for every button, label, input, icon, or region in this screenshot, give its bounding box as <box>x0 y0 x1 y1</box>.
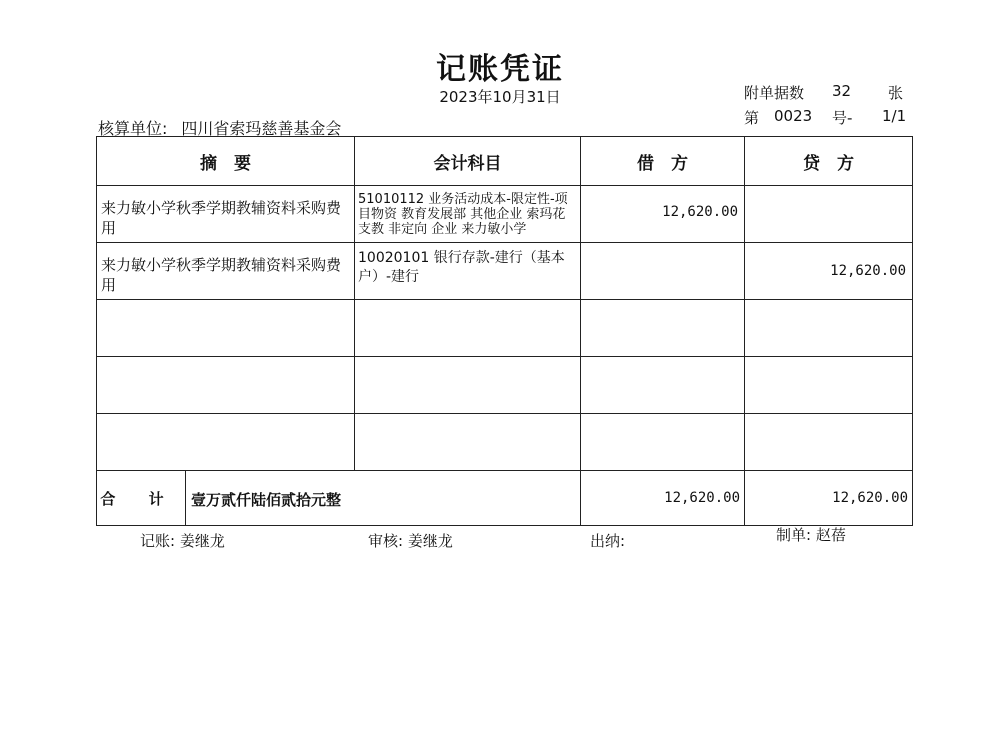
row-summary: 来力敏小学秋季学期教辅资料采购费用 <box>101 256 342 294</box>
preparer-signature <box>776 524 846 545</box>
preparer-label: 制单: <box>776 526 812 544</box>
attachment-suffix: 张 <box>888 84 904 102</box>
voucher-page: 1/1 <box>882 107 907 125</box>
total-row <box>97 471 913 526</box>
row-debit <box>581 243 744 261</box>
accounting-unit-value: 四川省索玛慈善基金会 <box>181 119 342 138</box>
total-amount-in-words: 壹万贰仟陆佰贰拾元整 <box>191 491 342 509</box>
cashier-label: 出纳: <box>590 532 626 550</box>
table-row <box>97 243 913 300</box>
row-credit: 12,620.00 <box>830 263 906 279</box>
row-account: 10020101 银行存款-建行（基本户）-建行 <box>358 250 565 285</box>
voucher-number-prefix: 第 <box>744 109 760 127</box>
voucher-number <box>744 107 910 127</box>
voucher-date: 2023年10月31日 <box>439 88 561 106</box>
total-credit: 12,620.00 <box>832 490 908 506</box>
reviewer-signature <box>368 530 453 551</box>
table-row-blank <box>97 414 913 471</box>
total-debit: 12,620.00 <box>664 490 740 506</box>
total-summary-cell <box>97 471 581 526</box>
total-divider <box>185 471 186 525</box>
voucher-number-value: 0023 <box>774 107 813 125</box>
table-row-blank <box>97 357 913 414</box>
row-summary: 来力敏小学秋季学期教辅资料采购费用 <box>101 199 342 237</box>
row-account: 51010112 业务活动成本-限定性-项目物资 教育发展部 其他企业 索玛花支教 非定向 企业 来力敏小学 <box>358 192 568 237</box>
bookkeeper-label: 记账: <box>140 532 176 550</box>
table-row-blank <box>97 300 913 357</box>
reviewer-name: 姜继龙 <box>407 532 453 550</box>
header-debit: 借 方 <box>581 137 745 186</box>
table-header-row <box>97 137 913 186</box>
header-summary: 摘 要 <box>97 137 355 186</box>
signature-row <box>0 526 1000 560</box>
row-credit <box>745 186 912 206</box>
row-debit: 12,620.00 <box>662 204 738 220</box>
preparer-name: 赵蓓 <box>815 526 846 544</box>
voucher-table <box>96 136 913 526</box>
page-title: 记账凭证 <box>436 52 564 87</box>
bookkeeper-signature <box>140 530 225 551</box>
reviewer-label: 审核: <box>368 532 404 550</box>
table-row <box>97 186 913 243</box>
accounting-unit-label: 核算单位: <box>98 119 168 138</box>
voucher-number-suffix: 号- <box>832 109 853 127</box>
header-account: 会计科目 <box>355 137 581 186</box>
attachment-label: 附单据数 <box>744 84 805 102</box>
attachment-number: 32 <box>832 82 852 100</box>
bookkeeper-name: 姜继龙 <box>179 532 225 550</box>
attachment-count <box>744 82 910 102</box>
total-label: 合 计 <box>100 489 178 508</box>
cashier-signature <box>590 530 625 551</box>
header-credit: 贷 方 <box>745 137 913 186</box>
